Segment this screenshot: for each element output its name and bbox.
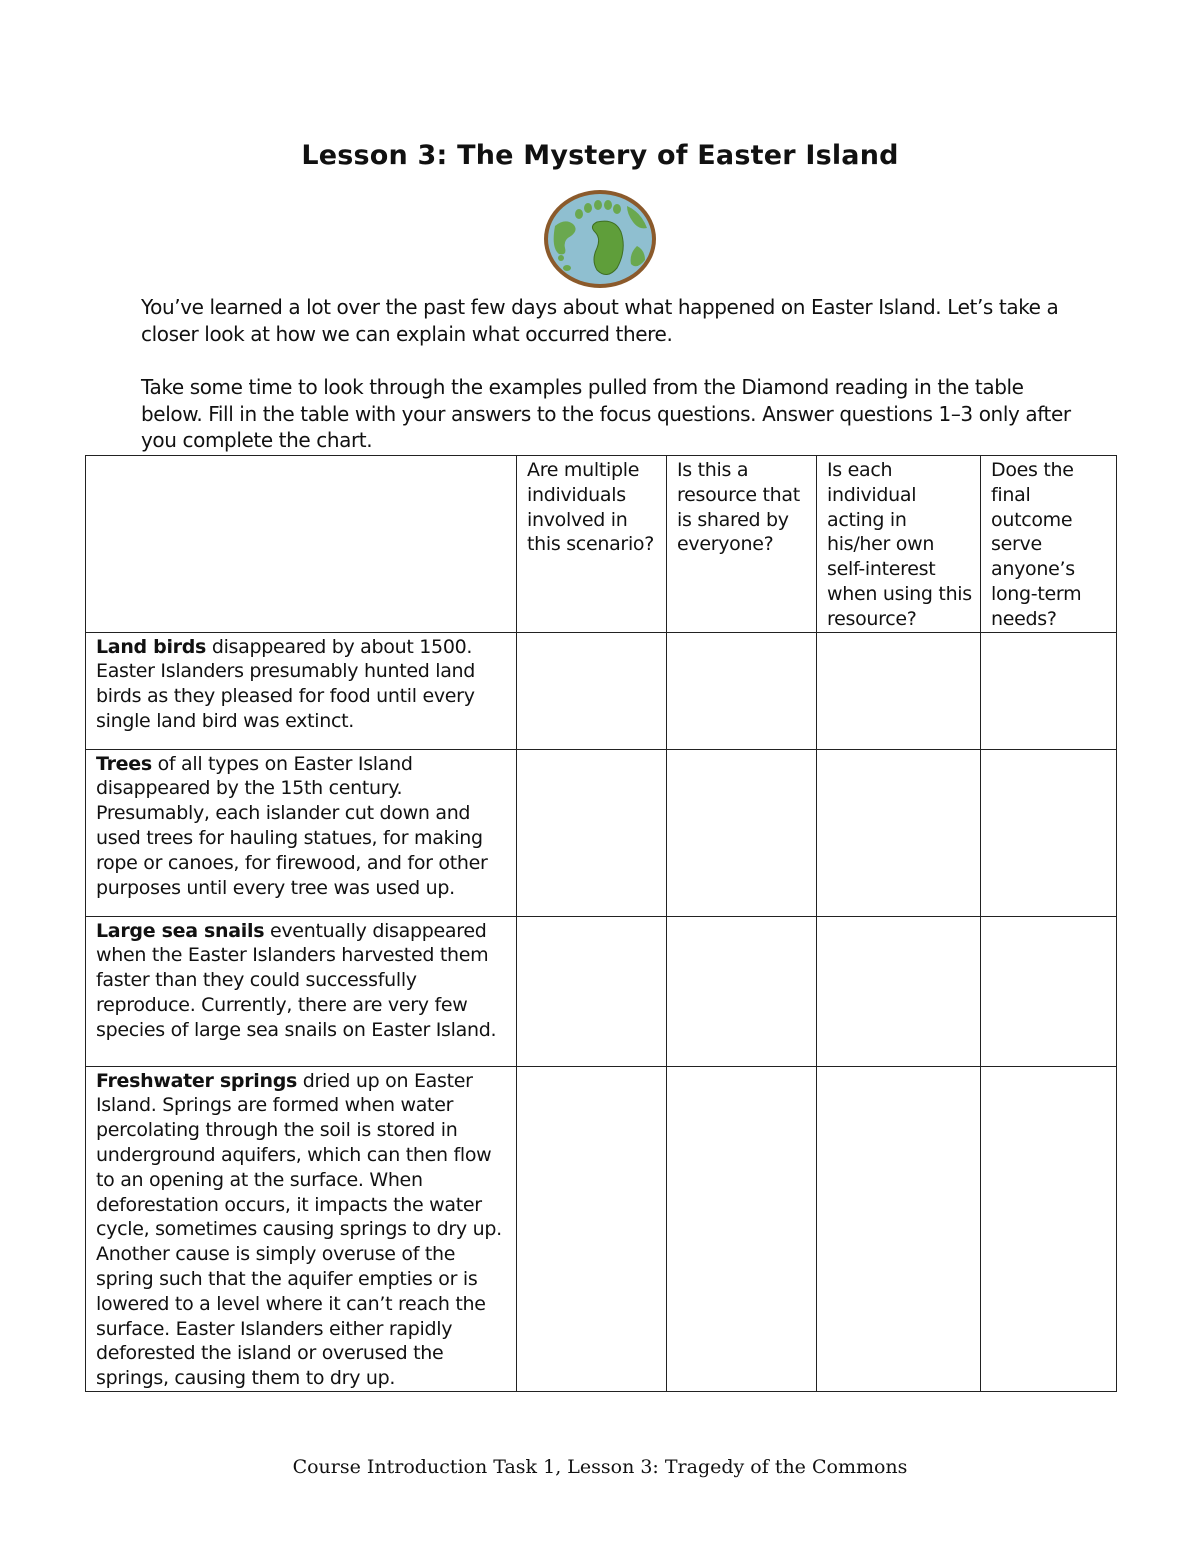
scenario-text: eventually disappeared when the Easter Islanders harvested them faster than they could successfully reproduce. Currently, there are very few species of large sea snails on Easter Island. — [96, 919, 497, 1041]
answer-cell[interactable] — [817, 749, 981, 916]
table-header-cell — [86, 456, 517, 633]
scenario-cell — [86, 632, 517, 749]
scenario-title: Freshwater springs — [96, 1069, 298, 1092]
answer-cell[interactable] — [817, 632, 981, 749]
scenario-text: dried up on Easter Island. Springs are formed when water percolating through the soil is stored in underground aquifers, which can then flow to an opening at the surface. When deforestation occurs, it impacts the water cycle, sometimes causing springs to dry up. Another cause is simply overuse of the spring such that the aquifer empties or is lowered to a level where it can’t reach the surface. Easter Islanders either rapidly deforested the island or overused the springs, causing them to dry up. — [96, 1069, 502, 1390]
answer-cell[interactable] — [817, 1066, 981, 1391]
focus-question-table — [85, 455, 1117, 1392]
table-row — [86, 632, 1117, 749]
page-title: Lesson 3: The Mystery of Easter Island — [301, 140, 899, 171]
answer-cell[interactable] — [517, 632, 667, 749]
table-header-cell: Does the final outcome serve anyone’s long-term needs? — [981, 456, 1117, 633]
table-row — [86, 749, 1117, 916]
scenario-title: Trees — [96, 752, 152, 775]
table-row — [86, 1066, 1117, 1391]
table-header-cell: Are multiple individuals involved in this scenario? — [517, 456, 667, 633]
scenario-text: of all types on Easter Island disappeared by the 15th century. Presumably, each islander cut down and used trees for hauling statues, for making rope or canoes, for firewood, and for other purposes until every tree was used up. — [96, 752, 488, 899]
table-row — [86, 916, 1117, 1066]
table-header-row — [86, 456, 1117, 633]
answer-cell[interactable] — [981, 749, 1117, 916]
answer-cell[interactable] — [517, 1066, 667, 1391]
answer-cell[interactable] — [667, 1066, 817, 1391]
answer-cell[interactable] — [817, 916, 981, 1066]
scenario-title: Large sea snails — [96, 919, 265, 942]
answer-cell[interactable] — [667, 916, 817, 1066]
answer-cell[interactable] — [981, 1066, 1117, 1391]
answer-cell[interactable] — [981, 632, 1117, 749]
table-header-cell: Is this a resource that is shared by everyone? — [667, 456, 817, 633]
scenario-title: Land birds — [96, 635, 207, 658]
earth-footprint-icon — [541, 186, 659, 290]
scenario-cell — [86, 1066, 517, 1391]
answer-cell[interactable] — [667, 632, 817, 749]
table-header-cell: Is each individual acting in his/her own self-interest when using this resource? — [817, 456, 981, 633]
answer-cell[interactable] — [517, 916, 667, 1066]
answer-cell[interactable] — [517, 749, 667, 916]
scenario-cell — [86, 749, 517, 916]
intro-paragraph-2: Take some time to look through the examples pulled from the Diamond reading in the table below. Fill in the table with your answers to the focus questions. Answer questions 1–3 only after you complete the chart. — [141, 375, 1071, 452]
scenario-text: disappeared by about 1500. Easter Islanders presumably hunted land birds as they pleased for food until every single land bird was extinct. — [96, 635, 476, 732]
page-footer: Course Introduction Task 1, Lesson 3: Tragedy of the Commons — [292, 1456, 908, 1478]
answer-cell[interactable] — [981, 916, 1117, 1066]
scenario-cell — [86, 916, 517, 1066]
answer-cell[interactable] — [667, 749, 817, 916]
intro-paragraph-1: You’ve learned a lot over the past few days about what happened on Easter Island. Let’s take a closer look at how we can explain what occurred there. — [141, 295, 1059, 346]
